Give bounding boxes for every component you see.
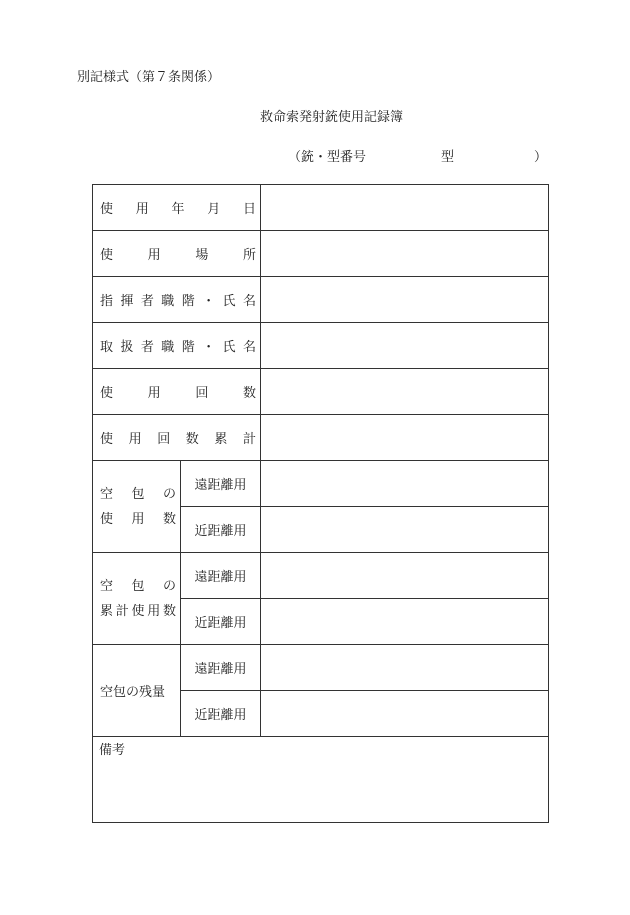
label-char: 数 [185, 432, 199, 447]
label-char: 階 [181, 340, 195, 355]
table-row [93, 415, 549, 461]
remarks-label: 備考 [99, 743, 126, 758]
label-char: 用 [147, 386, 161, 401]
label-char: 空 [100, 486, 114, 502]
label-char: 氏 [222, 340, 236, 355]
label-char: 使 [100, 511, 114, 527]
label-text [100, 428, 256, 447]
label-handler [93, 323, 261, 369]
document-title: 救命索発射銃使用記録簿 [260, 110, 404, 125]
label-char: 月 [207, 202, 221, 217]
label-text [100, 198, 256, 217]
value-use-date[interactable] [261, 185, 549, 231]
label-text [100, 244, 256, 263]
label-text [100, 681, 176, 700]
label-char: 空包の残量 [100, 685, 166, 700]
label-char: 用 [131, 511, 145, 527]
label-char: 場 [195, 248, 209, 263]
label-use-place [93, 231, 261, 277]
label-char: 空 [100, 578, 114, 594]
label-char: 計 [115, 603, 129, 619]
label-text [100, 382, 256, 401]
label-char: 扱 [120, 340, 134, 355]
label-char: ・ [202, 294, 216, 309]
value-blank-remaining-long[interactable] [261, 645, 549, 691]
label-char: 用 [147, 603, 161, 619]
label-char: 者 [140, 294, 154, 309]
label-line2 [100, 507, 176, 532]
label-long-range: 遠距離用 [181, 553, 261, 599]
label-commander [93, 277, 261, 323]
table-row [93, 185, 549, 231]
label-blank-remaining [93, 645, 181, 737]
label-char: 用 [135, 202, 149, 217]
form-reference: 別記様式（第７条関係） [77, 70, 221, 85]
label-char: 累 [214, 432, 228, 447]
gun-type-suffix: 型 [441, 150, 455, 165]
label-char: 使 [100, 202, 114, 217]
label-text [100, 336, 256, 355]
label-char: 使 [100, 432, 114, 447]
label-char: の [162, 578, 176, 594]
label-blank-used [93, 461, 181, 553]
label-line1 [100, 482, 176, 507]
label-char: 使 [100, 248, 114, 263]
label-char: 包 [131, 578, 145, 594]
table-row [93, 369, 549, 415]
table-row [93, 553, 549, 599]
label-char: 者 [140, 340, 154, 355]
label-char: 取 [100, 340, 114, 355]
remarks-cell[interactable] [93, 737, 549, 823]
label-cumulative-count [93, 415, 261, 461]
label-short-range: 近距離用 [181, 599, 261, 645]
label-char: 階 [181, 294, 195, 309]
label-char: 使 [131, 603, 145, 619]
label-line1 [100, 574, 176, 599]
table-row [93, 231, 549, 277]
label-char: 指 [100, 294, 114, 309]
label-line2 [100, 599, 176, 624]
label-long-range: 遠距離用 [181, 645, 261, 691]
value-blank-used-long[interactable] [261, 461, 549, 507]
label-char: 年 [171, 202, 185, 217]
label-char: 職 [161, 340, 175, 355]
label-char: 名 [242, 340, 256, 355]
label-char: 用 [128, 432, 142, 447]
table-row [93, 323, 549, 369]
value-use-count[interactable] [261, 369, 549, 415]
record-table [92, 184, 549, 823]
gun-type-close: ） [534, 150, 548, 165]
label-char: 計 [242, 432, 256, 447]
label-short-range: 近距離用 [181, 507, 261, 553]
label-char: 所 [242, 248, 256, 263]
label-char: 職 [161, 294, 175, 309]
value-blank-remaining-short[interactable] [261, 691, 549, 737]
label-char: 累 [100, 603, 114, 619]
label-char: 回 [157, 432, 171, 447]
label-char: 揮 [120, 294, 134, 309]
label-long-range: 遠距離用 [181, 461, 261, 507]
label-char: 名 [242, 294, 256, 309]
label-use-count [93, 369, 261, 415]
label-char: 氏 [222, 294, 236, 309]
table-row [93, 461, 549, 507]
label-char: 使 [100, 386, 114, 401]
table-row [93, 277, 549, 323]
label-char: 包 [131, 486, 145, 502]
value-commander[interactable] [261, 277, 549, 323]
value-blank-cumulative-long[interactable] [261, 553, 549, 599]
table-row [93, 737, 549, 823]
label-char: ・ [202, 340, 216, 355]
gun-type-open: （銃・型番号 [288, 150, 367, 165]
label-char: 数 [162, 603, 176, 619]
label-char: の [162, 486, 176, 502]
table-row [93, 645, 549, 691]
value-handler[interactable] [261, 323, 549, 369]
label-char: 数 [162, 511, 176, 527]
gun-type-line [288, 146, 548, 165]
label-short-range: 近距離用 [181, 691, 261, 737]
label-blank-cumulative [93, 553, 181, 645]
value-blank-used-short[interactable] [261, 507, 549, 553]
value-cumulative-count[interactable] [261, 415, 549, 461]
label-char: 回 [195, 386, 209, 401]
value-use-place[interactable] [261, 231, 549, 277]
label-char: 用 [147, 248, 161, 263]
label-char: 数 [242, 386, 256, 401]
label-char: 日 [243, 202, 257, 217]
label-use-date [93, 185, 261, 231]
value-blank-cumulative-short[interactable] [261, 599, 549, 645]
label-text [100, 290, 256, 309]
